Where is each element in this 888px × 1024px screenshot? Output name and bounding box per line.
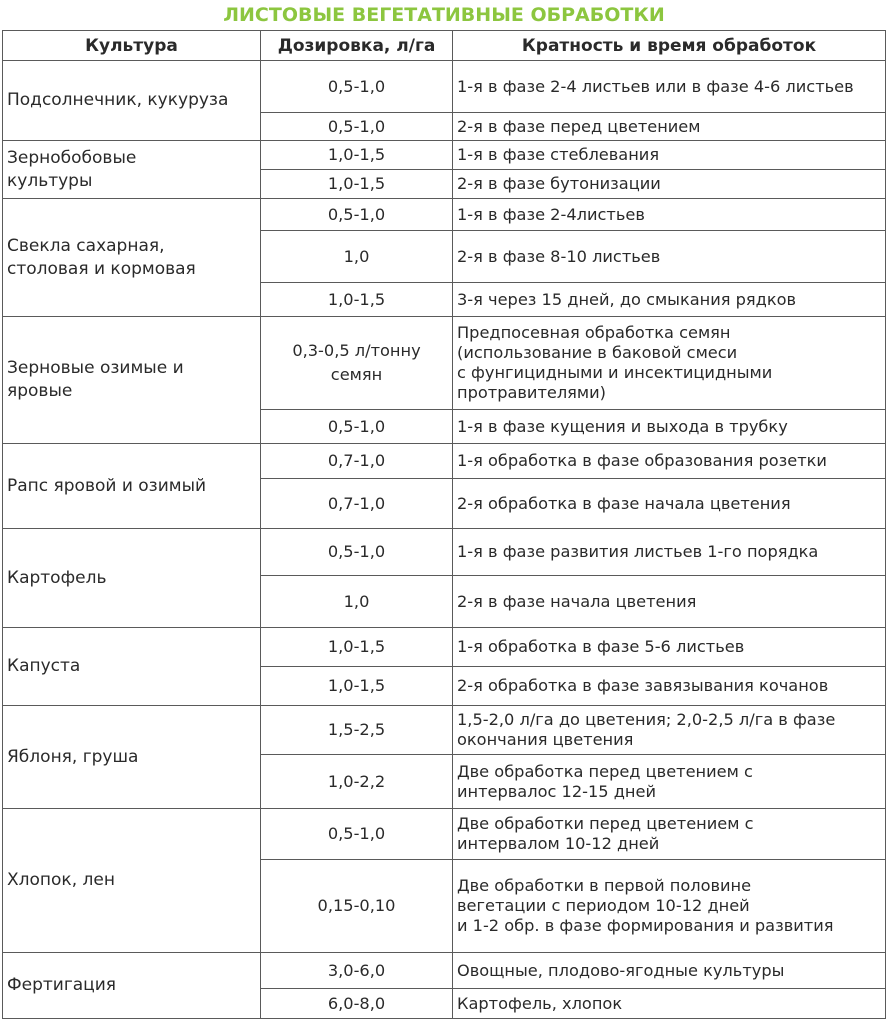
timing-cell: 1-я в фазе кущения и выхода в трубку (453, 410, 886, 444)
dose-cell: 1,0-1,5 (261, 628, 453, 667)
timing-cell: 2-я обработка в фазе начала цветения (453, 479, 886, 529)
culture-cell: Капуста (3, 628, 261, 706)
table-row (3, 953, 886, 989)
table-row (3, 628, 886, 667)
dose-cell: 0,5-1,0 (261, 809, 453, 860)
table-title: ЛИСТОВЫЕ ВЕГЕТАТИВНЫЕ ОБРАБОТКИ (223, 4, 665, 26)
timing-cell: 2-я обработка в фазе завязывания кочанов (453, 667, 886, 706)
culture-cell: Зерновые озимые и яровые (3, 317, 261, 444)
culture-cell: Зернобобовые культуры (3, 141, 261, 199)
dose-cell: 1,0 (261, 576, 453, 628)
dose-cell: 1,0-1,5 (261, 170, 453, 199)
dose-cell: 0,5-1,0 (261, 113, 453, 141)
timing-cell: 1-я обработка в фазе образования розетки (453, 444, 886, 479)
dose-cell: 0,5-1,0 (261, 410, 453, 444)
table-row (3, 61, 886, 113)
timing-cell: Овощные, плодово-ягодные культуры (453, 953, 886, 989)
timing-cell: Картофель, хлопок (453, 989, 886, 1019)
header-row (3, 31, 886, 61)
culture-cell: Подсолнечник, кукуруза (3, 61, 261, 141)
timing-cell: 2-я в фазе 8-10 листьев (453, 231, 886, 283)
dose-cell: 1,0-1,5 (261, 141, 453, 170)
timing-cell: Предпосевная обработка семян (использование в баковой смеси с фунгицидными и инсектицидными протравителями) (453, 317, 886, 410)
header-timing: Кратность и время обработок (453, 31, 886, 61)
culture-cell: Фертигация (3, 953, 261, 1019)
timing-cell: 3-я через 15 дней, до смыкания рядков (453, 283, 886, 317)
table-row (3, 529, 886, 576)
culture-cell: Свекла сахарная, столовая и кормовая (3, 199, 261, 317)
table-row (3, 317, 886, 410)
table-row (3, 141, 886, 170)
dose-cell: 1,0-1,5 (261, 283, 453, 317)
timing-cell: Две обработки перед цветением с интервалом 10-12 дней (453, 809, 886, 860)
timing-cell: 1-я в фазе 2-4 листьев или в фазе 4-6 листьев (453, 61, 886, 113)
timing-cell: 2-я в фазе перед цветением (453, 113, 886, 141)
dose-cell: 0,7-1,0 (261, 444, 453, 479)
dose-cell: 0,7-1,0 (261, 479, 453, 529)
dose-cell: 6,0-8,0 (261, 989, 453, 1019)
timing-cell: Две обработка перед цветением с интервалос 12-15 дней (453, 755, 886, 809)
table-row (3, 809, 886, 860)
dose-cell: 0,3-0,5 л/тонну семян (261, 317, 453, 410)
timing-cell: 1,5-2,0 л/га до цветения; 2,0-2,5 л/га в фазе окончания цветения (453, 706, 886, 755)
dose-cell: 0,5-1,0 (261, 61, 453, 113)
culture-cell: Хлопок, лен (3, 809, 261, 953)
culture-cell: Картофель (3, 529, 261, 628)
dose-cell: 1,0-1,5 (261, 667, 453, 706)
dose-cell: 3,0-6,0 (261, 953, 453, 989)
dose-cell: 0,5-1,0 (261, 199, 453, 231)
dose-cell: 1,0 (261, 231, 453, 283)
timing-cell: 1-я обработка в фазе 5-6 листьев (453, 628, 886, 667)
timing-cell: 2-я в фазе бутонизации (453, 170, 886, 199)
dose-cell: 1,5-2,5 (261, 706, 453, 755)
table-row (3, 444, 886, 479)
table-row (3, 706, 886, 755)
culture-cell: Яблоня, груша (3, 706, 261, 809)
dose-cell: 0,5-1,0 (261, 529, 453, 576)
dose-cell: 1,0-2,2 (261, 755, 453, 809)
culture-cell: Рапс яровой и озимый (3, 444, 261, 529)
table-row (3, 199, 886, 231)
dose-cell: 0,15-0,10 (261, 860, 453, 953)
header-culture: Культура (3, 31, 261, 61)
timing-cell: Две обработки в первой половине вегетации с периодом 10-12 дней и 1-2 обр. в фазе формирования и развития (453, 860, 886, 953)
treatment-table (2, 30, 886, 1019)
timing-cell: 1-я в фазе 2-4листьев (453, 199, 886, 231)
timing-cell: 1-я в фазе развития листьев 1-го порядка (453, 529, 886, 576)
header-dosage: Дозировка, л/га (261, 31, 453, 61)
timing-cell: 1-я в фазе стеблевания (453, 141, 886, 170)
timing-cell: 2-я в фазе начала цветения (453, 576, 886, 628)
